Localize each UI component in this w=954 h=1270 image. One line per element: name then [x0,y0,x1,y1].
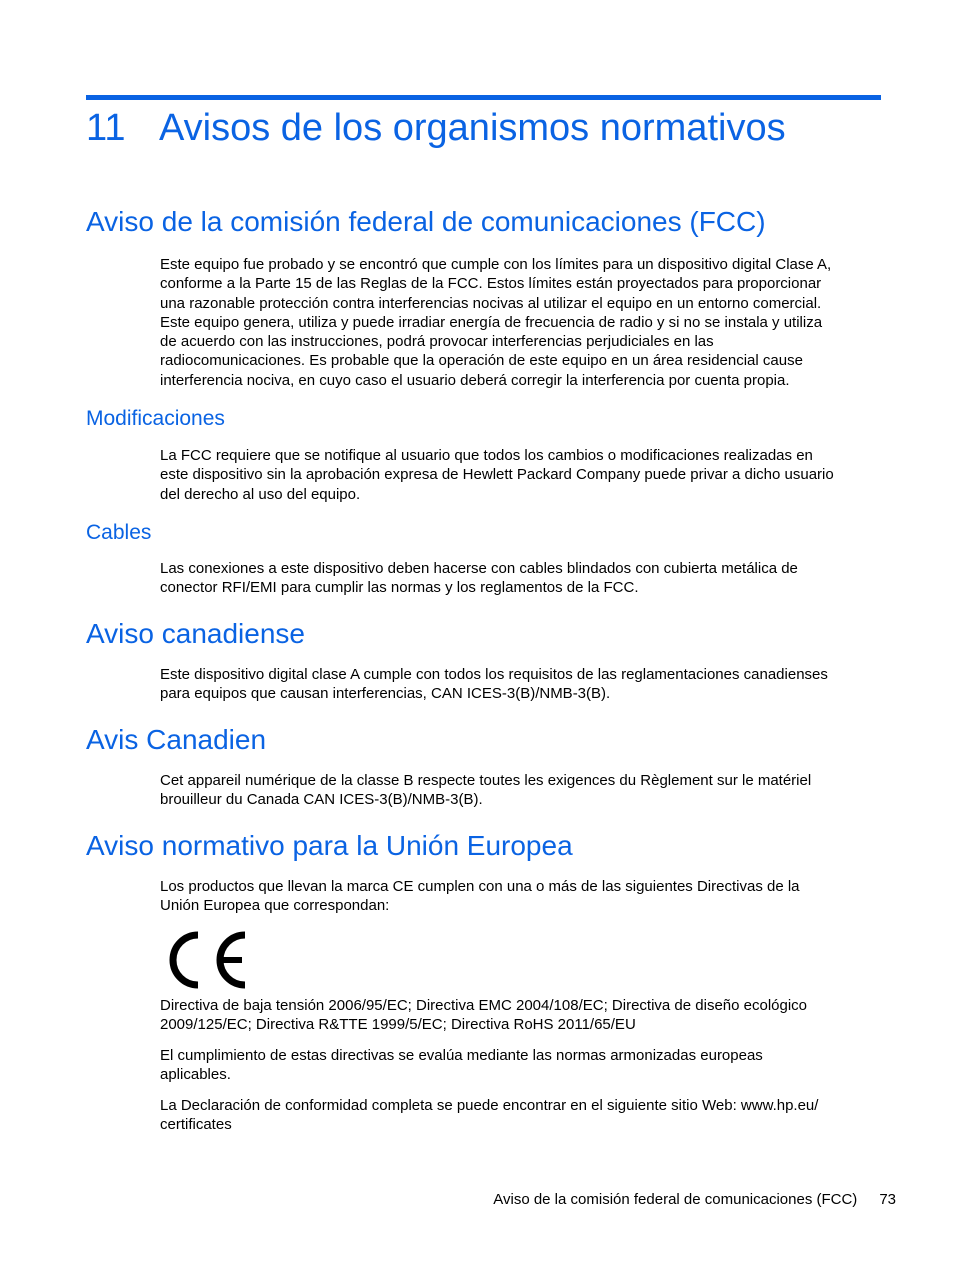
page-number: 73 [879,1191,896,1208]
text-line: una razonable protección contra interferencias nocivas al utilizar el equipo en un entorno comercial. [160,294,822,312]
chapter-number: 11 [86,107,126,149]
modificaciones-paragraph [160,446,885,504]
canadiense-paragraph [160,665,885,704]
chapter-rule [86,95,881,100]
text-line: interferencia nociva, en cuyo caso el usuario deberá corregir la interferencia por cuenta propia. [160,371,790,389]
canadien-paragraph [160,771,885,810]
text-line: El cumplimiento de estas directivas se evalúa mediante las normas armonizadas europeas [160,1047,763,1064]
text-line: del derecho al uso del equipo. [160,485,361,503]
text-line: La Declaración de conformidad completa se puede encontrar en el siguiente sitio Web: www.hp.eu/ [160,1097,819,1114]
text-line: La FCC requiere que se notifique al usuario que todos los cambios o modificaciones realizadas en [160,447,813,464]
canadien-heading: Avis Canadien [86,724,267,755]
text-line: Los productos que llevan la marca CE cumplen con una o más de las siguientes Directivas de la [160,878,800,895]
text-line: para equipos que causan interferencias, CAN ICES-3(B)/NMB-3(B). [160,685,611,703]
ce-mark-logo [158,928,250,992]
text-line: conforme a la Parte 15 de las Reglas de la FCC. Estos límites están proyectados para proporcionar [160,275,822,293]
cables-heading: Cables [86,521,152,544]
text-line: Las conexiones a este dispositivo deben hacerse con cables blindados con cubierta metálica de [160,560,798,577]
chapter-title [86,107,786,150]
text-line: Este dispositivo digital clase A cumple con todos los requisitos de las reglamentaciones canadienses [160,666,828,683]
chapter-title-text: Avisos de los organismos normativos [159,107,786,149]
text-line: 2009/125/EC; Directiva R&TTE 1999/5/EC; Directiva RoHS 2011/65/EU [160,1016,636,1034]
eu-compliance-paragraph [160,1046,885,1085]
text-line: Directiva de baja tensión 2006/95/EC; Directiva EMC 2004/108/EC; Directiva de diseño ecológico [160,997,808,1014]
canadiense-heading: Aviso canadiense [86,618,305,649]
eu-declaration-paragraph [160,1096,885,1135]
text-line: aplicables. [160,1066,231,1084]
text-line: conector RFI/EMI para cumplir las normas y los reglamentos de la FCC. [160,579,639,597]
text-line: radiocomunicaciones. Es probable que la operación de este equipo en un área residencial cause [160,352,803,370]
eu-intro-paragraph [160,877,885,916]
footer-section-title: Aviso de la comisión federal de comunicaciones (FCC) [493,1191,858,1208]
eu-heading: Aviso normativo para la Unión Europea [86,830,573,861]
eu-directives-paragraph [160,996,885,1035]
text-line: certificates [160,1116,232,1134]
page-footer [493,1191,896,1208]
fcc-paragraph [160,255,885,390]
text-line: Este equipo fue probado y se encontró que cumple con los límites para un dispositivo digital Clase A, [160,256,832,273]
cables-paragraph [160,559,885,598]
text-line: este dispositivo sin la aprobación expresa de Hewlett Packard Company puede privar a dicho usuario [160,466,834,484]
text-line: Unión Europea que correspondan: [160,897,390,915]
text-line: Este equipo genera, utiliza y puede irradiar energía de frecuencia de radio y si no se instala y utiliza [160,313,823,331]
text-line: de acuerdo con las instrucciones, podrá provocar interferencias perjudiciales en las [160,333,714,351]
text-line: brouilleur du Canada CAN ICES-3(B)/NMB-3(B). [160,791,483,809]
text-line: Cet appareil numérique de la classe B respecte toutes les exigences du Règlement sur le matériel [160,772,812,789]
modificaciones-heading: Modificaciones [86,407,225,430]
fcc-heading: Aviso de la comisión federal de comunicaciones (FCC) [86,206,766,237]
